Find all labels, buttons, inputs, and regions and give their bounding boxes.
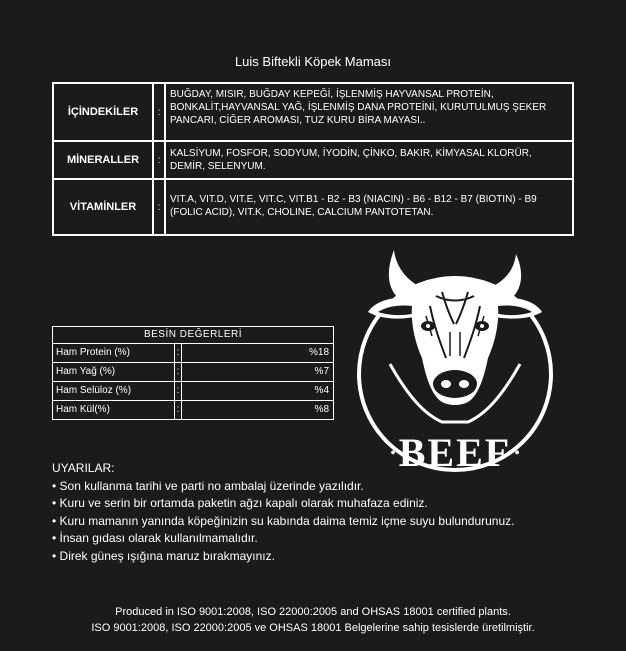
bullet: • [52, 478, 57, 493]
minerals-label: MİNERALLER [66, 154, 140, 166]
warning-text: Son kullanma tarihi ve parti no ambalaj üzerinde yazılıdır. [59, 478, 364, 493]
footer-english: Produced in ISO 9001:2008, ISO 22000:2005 and OHSAS 18001 certified plants. [115, 606, 511, 618]
separator: : [152, 180, 166, 234]
nutrition-name: Ham Kül(%) [53, 401, 175, 419]
nutrition-row [53, 401, 333, 419]
logo-text: BEEF [398, 430, 512, 475]
warning-item [52, 495, 514, 513]
nutrition-value: %4 [314, 385, 329, 396]
ingredients-row [54, 84, 572, 142]
nutrition-value: %18 [308, 347, 329, 358]
footer-turkish: ISO 9001:2008, ISO 22000:2005 ve OHSAS 18001 Belgelerine sahip tesislerde üretilmiştir. [91, 622, 535, 634]
separator: : [152, 142, 166, 178]
vitamins-value: VIT.A, VIT.D, VIT.E, VIT.C, VIT.B1 - B2 - B3 (NIACIN) - B6 - B12 - B7 (BIOTIN) - B9 (FOLIC ACID), VIT.K, CHOLINE, CALCIUM PANTOTETAN. [170, 194, 537, 218]
nutrition-value: %8 [314, 404, 329, 415]
nutrition-row [53, 382, 333, 401]
separator: : [175, 401, 182, 419]
beef-logo [350, 246, 560, 482]
separator: : [152, 84, 166, 140]
warning-item [52, 548, 514, 566]
warning-text: Direk güneş ışığına maruz bırakmayınız. [59, 548, 275, 563]
ingredients-value: BUĞDAY, MISIR, BUĞDAY KEPEĞİ, İŞLENMİŞ HAYVANSAL PROTEİN, BONKALİT,HAYVANSAL YAĞ, İŞLENMİŞ DANA PROTEİNİ, KURUTULMUŞ ŞEKER PANCARI, CİĞER AROMASI, TUZ KURU BİRA MAYASI.. [170, 89, 547, 126]
nutrition-value: %7 [314, 366, 329, 377]
nutrition-table [52, 326, 334, 420]
nutrition-name: Ham Yağ (%) [53, 363, 175, 381]
separator: : [175, 344, 182, 362]
logo-dot: • [514, 445, 520, 462]
bullet: • [52, 531, 57, 545]
ingredients-table [52, 82, 574, 236]
warning-item [52, 530, 514, 548]
separator: : [175, 363, 182, 381]
bullet: • [52, 513, 57, 528]
logo-dot: • [390, 445, 396, 462]
ingredients-label: İÇİNDEKİLER [67, 106, 139, 118]
warning-item [52, 478, 514, 496]
nutrition-name: Ham Protein (%) [53, 344, 175, 362]
warning-text: Kuru ve serin bir ortamda paketin ağzı kapalı olarak muhafaza ediniz. [59, 496, 428, 510]
vitamins-label: VİTAMİNLER [69, 201, 137, 213]
minerals-value: KALSİYUM, FOSFOR, SODYUM, İYODİN, ÇİNKO, BAKIR, KİMYASAL KLORÜR, DEMİR, SELENYUM. [170, 148, 532, 172]
nutrition-row [53, 344, 333, 363]
warning-item [52, 513, 514, 531]
product-title: Luis Biftekli Köpek Maması [234, 54, 392, 69]
nose-icon [433, 370, 477, 398]
nutrition-name: Ham Selüloz (%) [53, 382, 175, 400]
separator: : [175, 382, 182, 400]
vitamins-row [54, 180, 572, 234]
warnings-header: UYARILAR: [52, 461, 115, 475]
bullet: • [52, 548, 57, 563]
warning-text: Kuru mamanın yanında köpeğinizin su kabında daima temiz içme suyu bulundurunuz. [59, 513, 515, 528]
warning-text: İnsan gıdası olarak kullanılmamalıdır. [59, 531, 258, 545]
bullet: • [52, 496, 57, 510]
warnings-block [52, 460, 514, 565]
nutrition-header: BESİN DEĞERLERİ [53, 327, 333, 344]
minerals-row [54, 142, 572, 180]
nutrition-row [53, 363, 333, 382]
